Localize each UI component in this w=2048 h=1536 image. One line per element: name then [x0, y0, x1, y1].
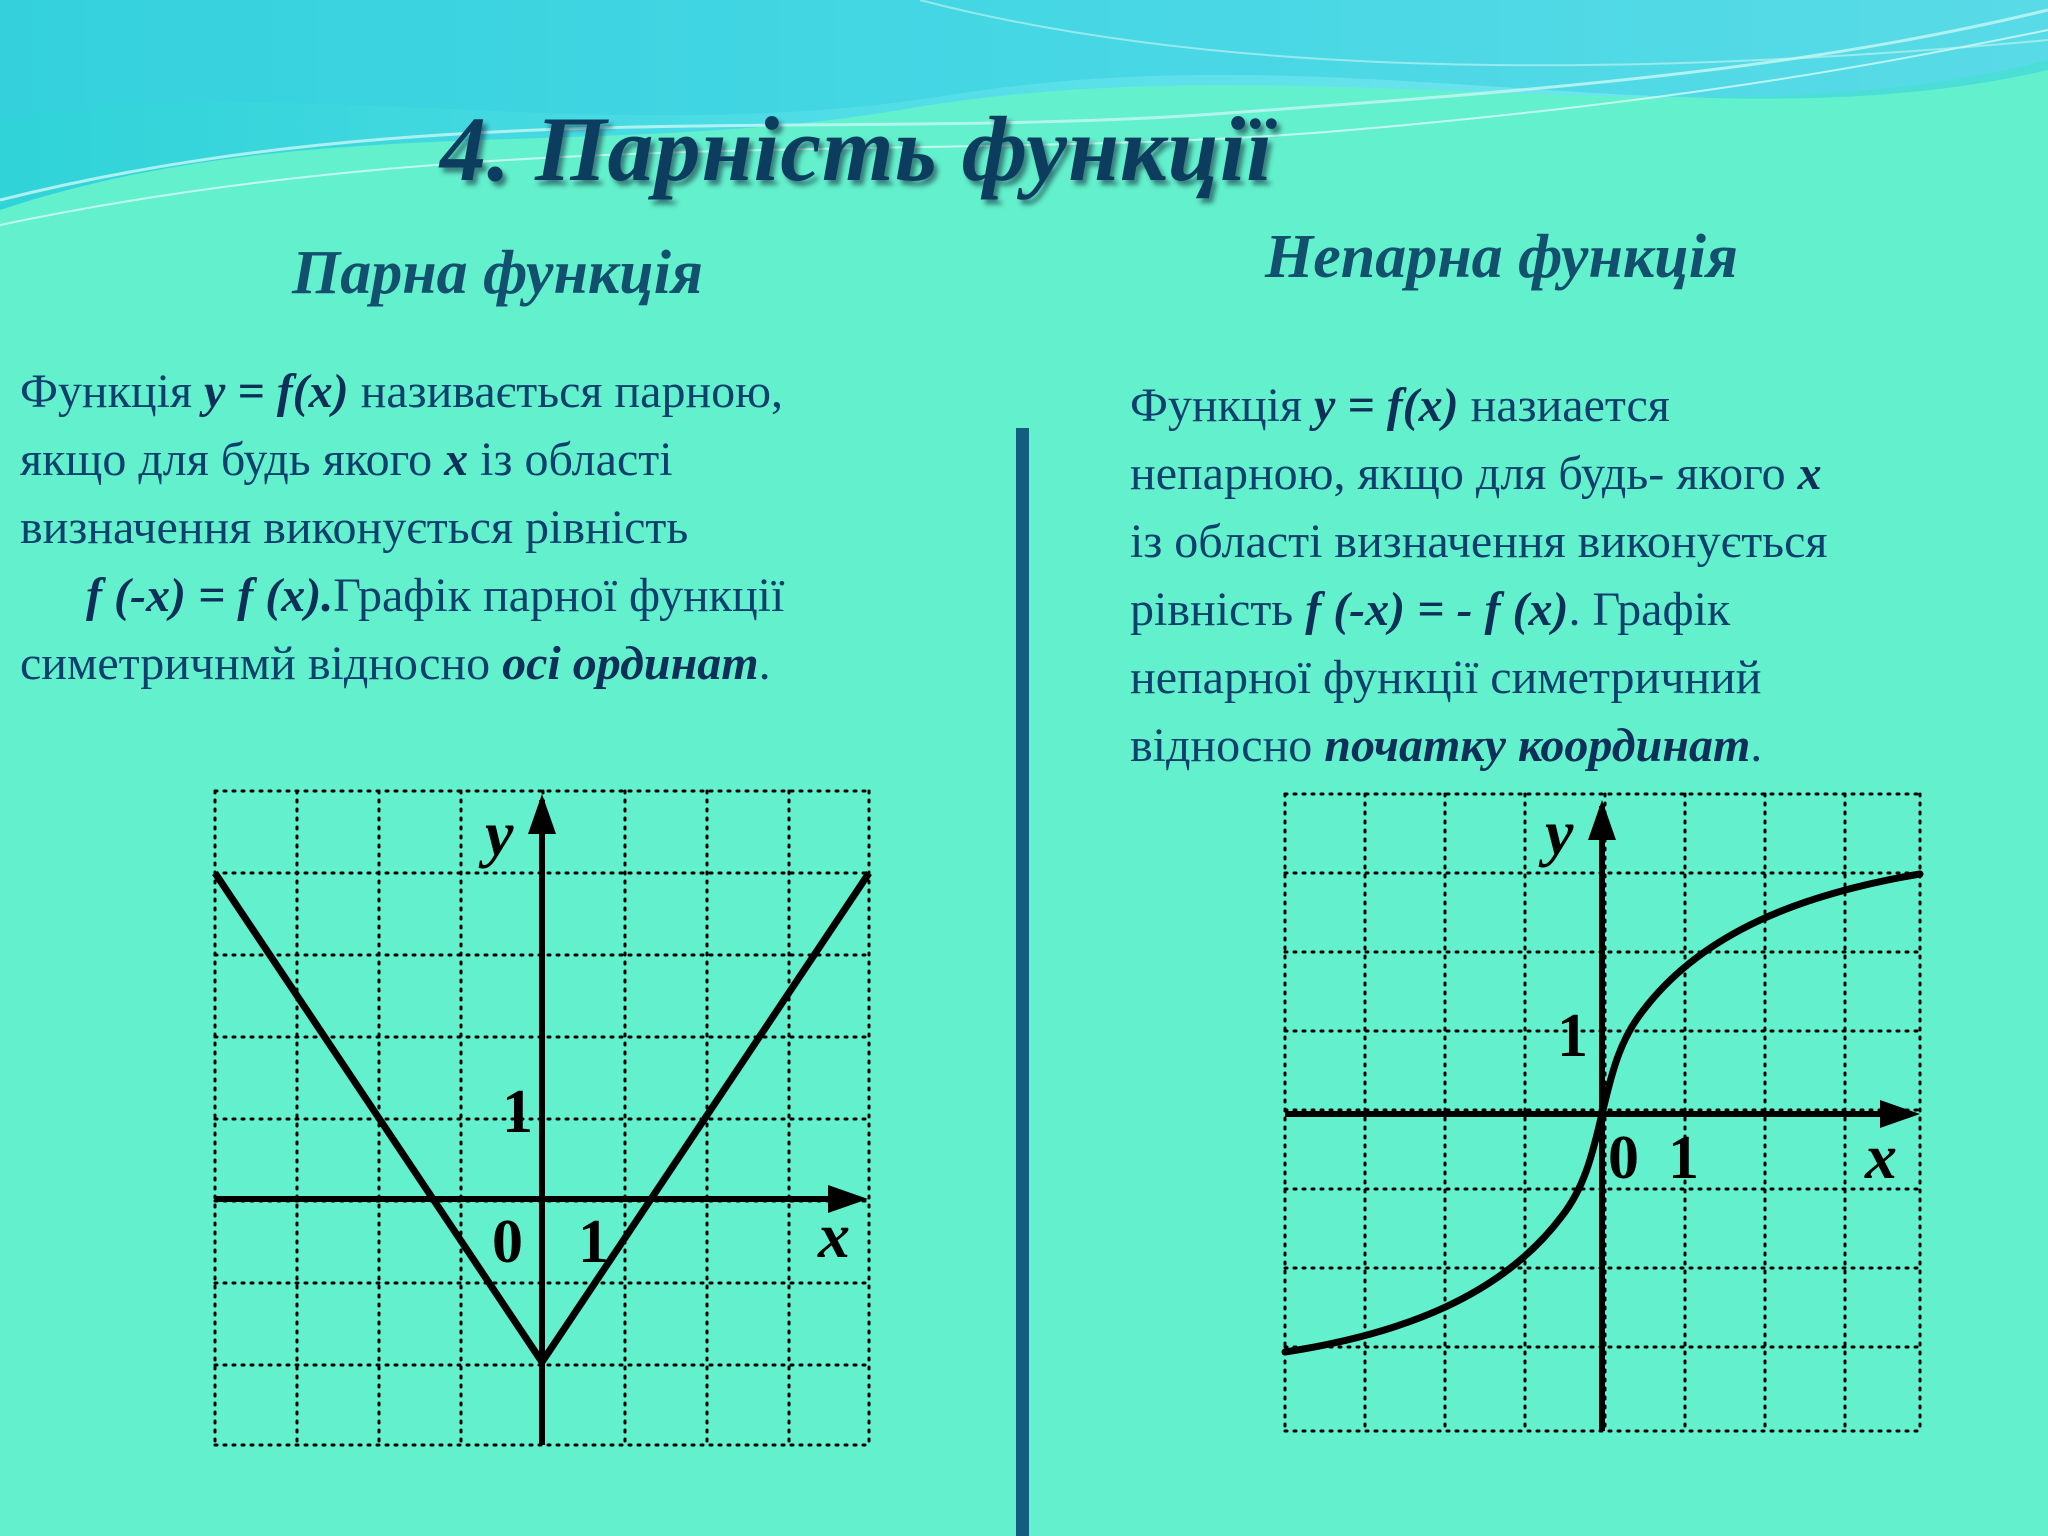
even-def-line-3: визначення виконується рівність — [20, 501, 689, 554]
even-def-line-4: f (-x) = f (x).Графік парної функції — [86, 569, 785, 622]
even-def-line-1: Функція y = f(x) називається парною, — [20, 365, 784, 418]
even-graph-y-unit-label: 1 — [502, 1078, 533, 1146]
odd-def-line-3: із області визначення виконується — [1130, 515, 1828, 568]
odd-def-line-1: Функція y = f(x) назиается — [1130, 379, 1670, 432]
even-def-line-2: якщо для будь якого x із області — [20, 433, 673, 486]
even-graph-y-arrow — [528, 794, 556, 834]
odd-graph-origin-label: 0 — [1608, 1124, 1639, 1192]
odd-def-line-2: непарною, якщо для будь- якого x — [1130, 447, 1822, 500]
even-graph-origin-label: 0 — [492, 1208, 523, 1276]
odd-graph-x-axis-label: x — [1865, 1121, 1897, 1192]
odd-function-definition — [1130, 372, 2030, 780]
even-function-definition — [20, 358, 980, 698]
even-def-line-5: симетричнмй відносно осі ординат. — [20, 637, 771, 690]
odd-def-line-4: рівність f (-x) = - f (x). Графік — [1130, 583, 1731, 636]
odd-def-line-5: непарної функції симетричний — [1130, 651, 1762, 704]
even-function-graph — [200, 770, 880, 1460]
odd-function-graph — [1262, 786, 1942, 1446]
even-graph-x-axis-label: x — [818, 1200, 850, 1271]
column-divider — [1016, 428, 1029, 1536]
odd-graph-y-arrow — [1588, 800, 1616, 840]
even-function-heading: Парна функція — [292, 239, 703, 307]
odd-graph-y-axis-label: y — [1545, 797, 1574, 868]
slide-title: 4. Парність функції — [440, 98, 1273, 200]
odd-graph-y-unit-label: 1 — [1557, 1002, 1588, 1070]
odd-function-heading: Непарна функція — [1265, 223, 1738, 291]
odd-def-line-6: відносно початку координат. — [1130, 719, 1763, 772]
even-graph-y-axis-label: y — [485, 798, 514, 869]
even-graph-x-unit-label: 1 — [578, 1208, 609, 1276]
odd-graph-x-unit-label: 1 — [1668, 1124, 1699, 1192]
